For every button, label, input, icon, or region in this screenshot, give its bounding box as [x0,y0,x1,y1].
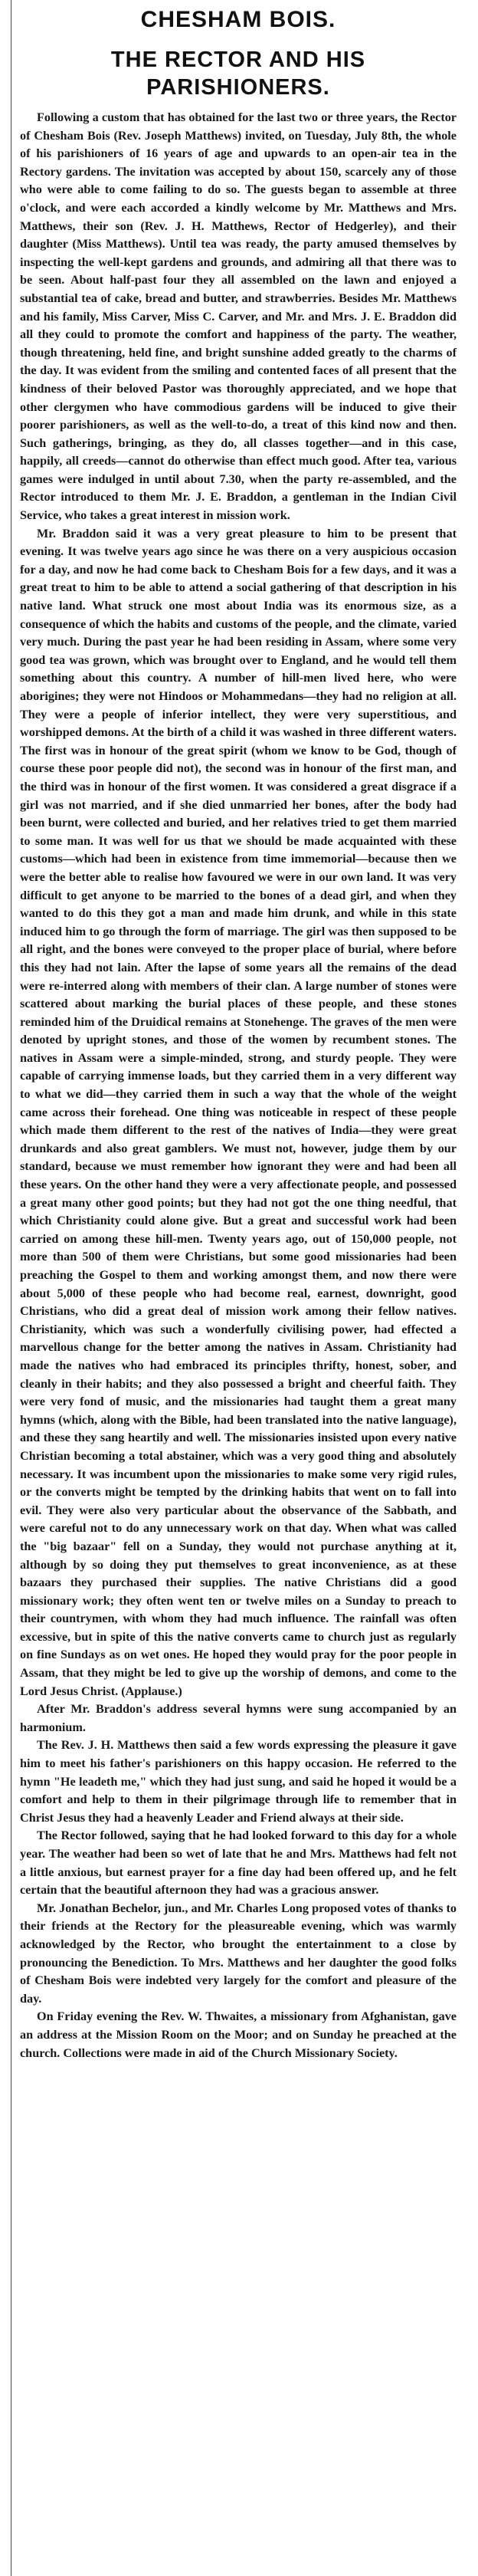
article-subtitle [20,46,457,101]
paragraph-hymns: After Mr. Braddon's address several hymns were sung accompanied by an harmonium. [20,1702,457,1734]
article-title: CHESHAM BOIS. [140,7,336,32]
paragraph-votes-of-thanks: Mr. Jonathan Bechelor, jun., and Mr. Charles Long proposed votes of thanks to their friends at the Rectory for the pleasureable evening, which was warmly acknowledged by the Rector, who brought the entertainment to a close by pronouncing the Benediction. To Mrs. Matthews and her daughter the good folks of Chesham Bois were indebted very largely for the comfort and pleasure of the day. [20,1901,457,2006]
paragraph-braddon-address: Mr. Braddon said it was a very great pleasure to him to be present that evening. It was twelve years ago since he was there on a very auspicious occasion for a day, and now he had come back to Chesham Bois for a few days, and it was a great treat to him to be able to attend a social gathering of that description in his native land. What struck one most about India was its enormous size, as a consequence of which the habits and customs of the people, and the climate, varied very much. During the past year he had been residing in Assam, where some very good tea was grown, which was brought over to England, and he would tell them something about this country. A number of hill-men lived here, who were aborigines; they were not Hindoos or Mohammedans—they had no religion at all. They were a people of inferior intellect, they were very superstitious, and worshipped demons. At the birth of a child it was washed in three different waters. The first was in honour of the great spirit (whom we know to be God, though of course these poor people did not), the second was in honour of the first man, and the third was in honour of the first women. It was considered a great disgrace if a girl was not married, and if she died unmarried her bones, after the body had been burnt, were collected and buried, and her relatives tried to get them married to some man. It was well for us that we should be made acquainted with these customs—which had been in existence from time immemorial—because then we were the better able to realise how favoured we were in our own land. It was very difficult to get anyone to be married to the bones of a dead girl, and when they wanted to do this they got a man and made him drunk, and while in this state induced him to go through the form of marriage. The girl was then supposed to be all right, and the bones were conveyed to the proper place of burial, where before this they had not lain. After the lapse of some years all the remains of the dead were re-interred along with members of their clan. A large number of stones were scattered about marking the burial places of these people, and these stones reminded him of the Druidical remains at Stonehenge. The graves of the men were denoted by upright stones, and those of the women by recumbent stones. The natives in Assam were a simple-minded, strong, and sturdy people. They were capable of carrying immense loads, but they carried them in a very different way to what we did—they carried them in such a way that the whole of the weight came across their forehead. One thing was noticeable in respect of these people which made them different to the rest of the natives of India—they were great drunkards and also great gamblers. We must not, however, judge them by our standard, because we must remember how ignorant they were and had been all these years. On the other hand they were a very affectionate people, and possessed a great many other good points; but they had not got the one thing needful, that which Christianity could alone give. But a great and successful work had been carried on among these hill-men. Twenty years ago, out of 150,000 people, not more than 500 of them were Christians, but some good missionaries had been preaching the Gospel to them and working amongst them, and now there were about 5,000 of these people who had become real, earnest, downright, good Christians, who did a great deal of mission work among their fellow natives. Christianity, which was such a wonderfully civilising power, had effected a marvellous change for the better among the natives in Assam. Christianity had made the natives who had embraced its principles thrifty, honest, sober, and cleanly in their habits; and they also possessed a bright and cheerful faith. They were very fond of music, and the missionaries had taught them a great many hymns (which, along with the Bible, had been translated into the native language), and these they sang heartily and well. The missionaries insisted upon every native Christian becoming a total abstainer, which was a very good thing and absolutely necessary. It was incumbent upon the missionaries to make some very rigid rules, or the converts might be tempted by the drinking habits that went on to fall into evil. They were also very particular about the observance of the Sabbath, and were careful not to do any unnecessary work on that day. When what was called the "big bazaar" fell on a Sunday, they would not purchase anything at it, although by so doing they put themselves to great inconvenience, as at these bazaars they purchased their supplies. The native Christians did a good missionary work; they often went ten or twelve miles on a Sunday to preach to their countrymen, with whom they had much influence. The rainfall was often excessive, but in spite of this the native converts came to church just as regularly on fine Sundays as on wet ones. He hoped they would pray for the poor people in Assam, that they might be led to give up the worship of demons, and come to the Lord Jesus Christ. (Applause.) [20,526,457,1698]
paragraph-rector-followed: The Rector followed, saying that he had looked forward to this day for a whole year. The weather had been so wet of late that he and Mrs. Matthews had felt not a little anxious, but earnest prayer for a fine day had been offered up, and he felt certain that the beautiful afternoon they had was a gracious answer. [20,1829,457,1898]
paragraph-opening: Following a custom that has obtained for the last two or three years, the Rector of Chesham Bois (Rev. Joseph Matthews) invited, on Tuesday, July 8th, the whole of his parishioners of 16 years of age and upwards to an open-air tea in the Rectory gardens. The invitation was accepted by about 150, scarcely any of those who were able to come failing to do so. The guests began to assemble at three o'clock, and were each accorded a kindly welcome by Mr. Matthews and Mrs. Matthews, their son (Rev. J. H. Matthews, Rector of Hedgerley), and their daughter (Miss Matthews). Until tea was ready, the party amused themselves by inspecting the well-kept gardens and grounds, and admiring all that there was to be seen. About half-past four they all assembled on the lawn and enjoyed a substantial tea of cake, bread and butter, and strawberries. Besides Mr. Matthews and his family, Miss Carver, Miss C. Carver, and Mr. and Mrs. J. E. Braddon did all they could to promote the comfort and happiness of the party. The weather, though threatening, held fine, and bright sunshine added greatly to the charms of the day. It was evident from the smiling and contented faces of all present that the kindness of their beloved Pastor was thoroughly appreciated, and we hope that other clergymen who have commodious gardens will be induced to give their poorer parishioners, as well as the well-to-do, a treat of this kind now and then. Such gatherings, bringing, as they do, all classes together—and in this case, happily, all creeds—cannot do otherwise than effect much good. After tea, various games were indulged in until about 7.30, when the party re-assembled, and the Rector introduced to them Mr. J. E. Braddon, a gentleman in the Indian Civil Service, who takes a great interest in mission work. [20,110,457,523]
paragraph-rev-jh-matthews: The Rev. J. H. Matthews then said a few words expressing the pleasure it gave him to meet his father's parishioners on this happy occasion. He referred to the hymn "He leadeth me," which they had just sung, and said he hoped it would be a comfort and help to them in their pilgrimage through life to remember that in Christ Jesus they had a heavenly Leader and Friend always at their side. [20,1738,457,1825]
article-body [20,109,457,2062]
article-subtitle-line-2: PARISHIONERS. [146,75,330,100]
article-subtitle-line-1: THE RECTOR AND HIS [110,48,366,72]
paragraph-friday-evening: On Friday evening the Rev. W. Thwaites, a missionary from Afghanistan, gave an address at the Mission Room on the Moor; and on Sunday he preached at the church. Collections were made in aid of the Church Missionary Society. [20,2009,457,2060]
